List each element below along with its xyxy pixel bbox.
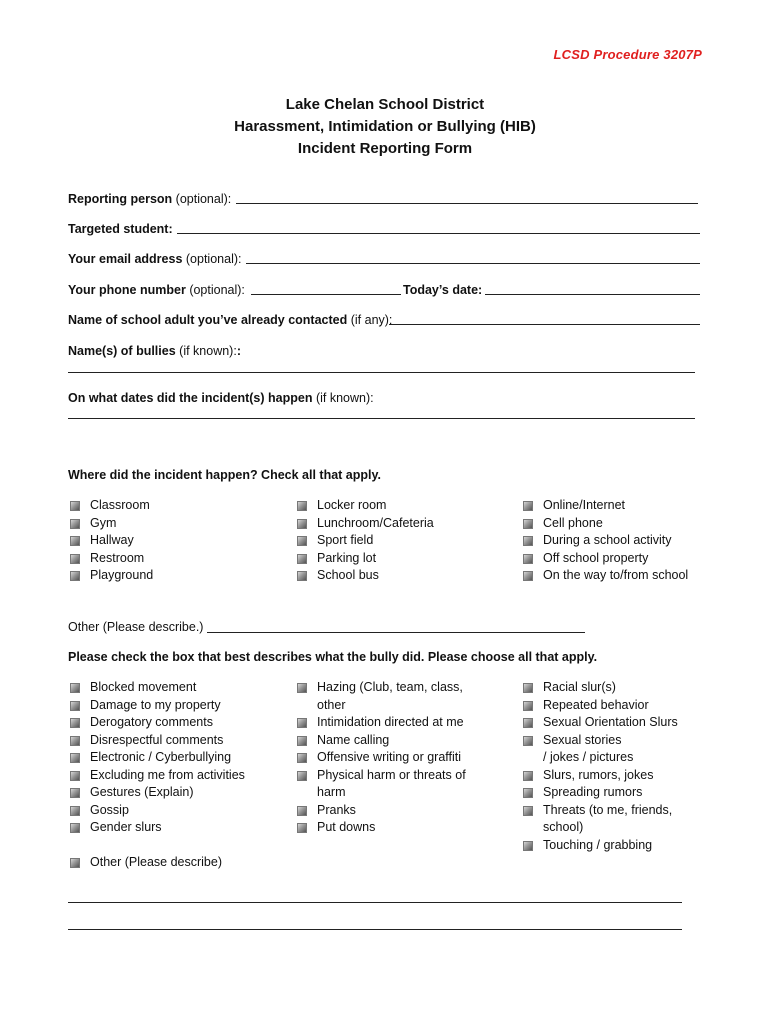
checkbox-icon[interactable] <box>523 806 533 816</box>
school-adult-row <box>68 312 392 328</box>
behavior-option[interactable]: Touching / grabbing <box>521 837 678 855</box>
checkbox-icon[interactable] <box>523 554 533 564</box>
behavior-col-3 <box>521 679 678 854</box>
location-option[interactable]: During a school activity <box>521 532 688 550</box>
checkbox-icon[interactable] <box>523 501 533 511</box>
behavior-other-input-line-1[interactable] <box>68 902 682 903</box>
location-other-label: Other (Please describe.) <box>68 620 204 634</box>
phone-input[interactable] <box>251 294 401 295</box>
behavior-option[interactable]: Name calling <box>295 732 466 750</box>
behavior-option[interactable]: Damage to my property <box>68 697 245 715</box>
checkbox-icon[interactable] <box>297 554 307 564</box>
dates-row <box>68 390 374 406</box>
behavior-option-continued: other <box>317 697 346 712</box>
reporting-person-input[interactable] <box>236 203 698 204</box>
school-adult-input[interactable] <box>389 324 700 325</box>
checkbox-icon[interactable] <box>523 536 533 546</box>
location-option[interactable]: On the way to/from school <box>521 567 688 585</box>
dates-label: On what dates did the incident(s) happen <box>68 391 313 405</box>
todays-date-input[interactable] <box>485 294 700 295</box>
district-title: Lake Chelan School District <box>285 96 485 113</box>
behavior-option[interactable]: Derogatory comments <box>68 714 245 732</box>
school-adult-hint: (if any): <box>350 313 393 327</box>
phone-row <box>68 282 245 298</box>
behavior-option[interactable]: Threats (to me, friends, <box>521 802 678 820</box>
checkbox-icon[interactable] <box>523 736 533 746</box>
bullies-row: Name(s) of bullies (if known):: <box>68 344 241 358</box>
email-row <box>68 251 241 267</box>
behavior-option[interactable]: Racial slur(s) <box>521 679 678 697</box>
phone-label: Your phone number <box>68 283 186 297</box>
behavior-option[interactable]: Excluding me from activities <box>68 767 245 785</box>
targeted-student-row <box>68 221 173 237</box>
dates-input[interactable] <box>68 418 695 419</box>
checkbox-icon[interactable] <box>70 788 80 798</box>
location-option[interactable]: Parking lot <box>295 550 434 568</box>
checkbox-icon[interactable] <box>297 718 307 728</box>
location-col-1 <box>68 497 153 585</box>
behavior-option[interactable]: Disrespectful comments <box>68 732 245 750</box>
checkbox-icon[interactable] <box>523 519 533 529</box>
location-col-3 <box>521 497 688 585</box>
reporting-person-label: Reporting person <box>68 192 173 206</box>
behavior-option[interactable]: Electronic / Cyberbullying <box>68 749 245 767</box>
dates-hint: (if known): <box>315 391 374 405</box>
location-option[interactable]: Cell phone <box>521 515 688 533</box>
location-option[interactable]: Gym <box>68 515 153 533</box>
checkbox-icon[interactable] <box>523 718 533 728</box>
email-input[interactable] <box>246 263 700 264</box>
location-option[interactable]: School bus <box>295 567 434 585</box>
location-option[interactable]: Playground <box>68 567 153 585</box>
checkbox-icon[interactable] <box>297 736 307 746</box>
checkbox-icon[interactable] <box>70 771 80 781</box>
location-option[interactable]: Off school property <box>521 550 688 568</box>
checkbox-icon[interactable] <box>523 701 533 711</box>
behavior-option[interactable]: Physical harm or threats of <box>295 767 466 785</box>
checkbox-icon[interactable] <box>297 536 307 546</box>
checkbox-icon[interactable] <box>523 841 533 851</box>
behavior-option[interactable]: Offensive writing or graffiti <box>295 749 466 767</box>
targeted-student-label: Targeted student: <box>68 222 173 236</box>
location-option[interactable]: Locker room <box>295 497 434 515</box>
checkbox-icon[interactable] <box>70 683 80 693</box>
checkbox-icon[interactable] <box>297 806 307 816</box>
phone-hint: (optional): <box>189 283 245 297</box>
procedure-number: LCSD Procedure 3207P <box>553 47 702 62</box>
checkbox-icon[interactable] <box>70 806 80 816</box>
checkbox-icon[interactable] <box>297 753 307 763</box>
behavior-option[interactable]: Gender slurs <box>68 819 245 837</box>
behavior-option[interactable]: Spreading rumors <box>521 784 678 802</box>
behavior-col-1 <box>68 679 245 872</box>
location-col-2 <box>295 497 434 585</box>
location-other-input[interactable] <box>207 632 585 633</box>
bullies-hint: (if known): <box>179 344 237 358</box>
todays-date-label: Today’s date: <box>403 283 483 297</box>
checkbox-icon[interactable] <box>523 571 533 581</box>
behavior-option[interactable]: Put downs <box>295 819 466 837</box>
location-option[interactable]: Restroom <box>68 550 153 568</box>
email-hint: (optional): <box>185 252 242 266</box>
location-option[interactable]: Hallway <box>68 532 153 550</box>
form-subtitle: Harassment, Intimidation or Bullying (HIB) <box>234 118 536 135</box>
checkbox-icon[interactable] <box>70 701 80 711</box>
checkbox-icon[interactable] <box>523 683 533 693</box>
behavior-option[interactable]: Gestures (Explain) <box>68 784 245 802</box>
behavior-option[interactable]: Blocked movement <box>68 679 245 697</box>
checkbox-icon[interactable] <box>70 571 80 581</box>
checkbox-icon[interactable] <box>70 858 80 868</box>
behavior-option[interactable]: Sexual stories <box>521 732 678 750</box>
behavior-option[interactable]: Sexual Orientation Slurs <box>521 714 678 732</box>
reporting-person-hint: (optional): <box>175 192 232 206</box>
behavior-option[interactable]: Pranks <box>295 802 466 820</box>
checkbox-icon[interactable] <box>70 554 80 564</box>
location-option[interactable]: Lunchroom/Cafeteria <box>295 515 434 533</box>
checkbox-icon[interactable] <box>70 718 80 728</box>
checkbox-icon[interactable] <box>297 823 307 833</box>
location-option[interactable]: Sport field <box>295 532 434 550</box>
behavior-option[interactable]: Hazing (Club, team, class, <box>295 679 466 697</box>
behavior-col-2 <box>295 679 466 837</box>
behavior-option-continued: school) <box>543 820 584 834</box>
behavior-other-option[interactable]: Other (Please describe) <box>68 854 245 872</box>
location-option[interactable]: Online/Internet <box>521 497 688 515</box>
checkbox-icon[interactable] <box>297 519 307 529</box>
checkbox-icon[interactable] <box>297 683 307 693</box>
checkbox-icon[interactable] <box>70 536 80 546</box>
checkbox-icon[interactable] <box>523 771 533 781</box>
checkbox-icon[interactable] <box>70 753 80 763</box>
bullies-label: Name(s) of bullies <box>68 344 176 358</box>
behavior-option-continued: harm <box>317 785 346 799</box>
checkbox-icon[interactable] <box>70 519 80 529</box>
behavior-option-continued: / jokes / pictures <box>543 750 634 764</box>
form-title: Incident Reporting Form <box>297 140 473 157</box>
checkbox-icon[interactable] <box>523 788 533 798</box>
reporting-person-row <box>68 191 231 207</box>
email-label: Your email address <box>68 252 183 266</box>
checkbox-icon[interactable] <box>297 501 307 511</box>
targeted-student-input[interactable] <box>177 233 700 234</box>
behavior-option[interactable]: Gossip <box>68 802 245 820</box>
behavior-other-input-line-2[interactable] <box>68 929 682 930</box>
behavior-option[interactable]: Intimidation directed at me <box>295 714 466 732</box>
location-option[interactable]: Classroom <box>68 497 153 515</box>
location-heading: Where did the incident happen? Check all that apply. <box>68 468 382 482</box>
checkbox-icon[interactable] <box>297 571 307 581</box>
checkbox-icon[interactable] <box>297 771 307 781</box>
behavior-heading: Please check the box that best describes what the bully did. Please choose all that apply. <box>68 650 598 664</box>
school-adult-label: Name of school adult you’ve already contacted <box>68 313 348 327</box>
behavior-option[interactable]: Slurs, rumors, jokes <box>521 767 678 785</box>
bullies-input[interactable] <box>68 372 695 373</box>
checkbox-icon[interactable] <box>70 823 80 833</box>
checkbox-icon[interactable] <box>70 501 80 511</box>
checkbox-icon[interactable] <box>70 736 80 746</box>
behavior-option[interactable]: Repeated behavior <box>521 697 678 715</box>
